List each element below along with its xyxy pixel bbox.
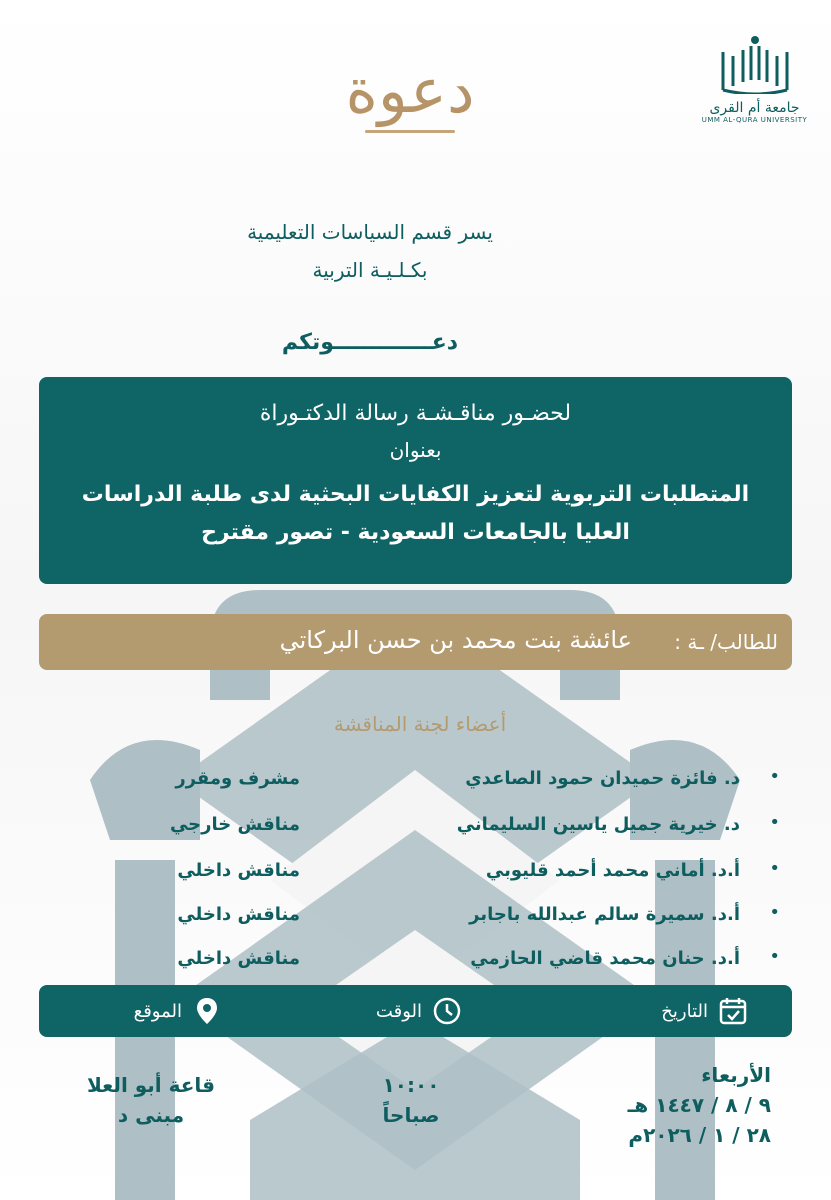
- calligraphy-text: دعوة: [345, 54, 475, 127]
- bullet-icon: •: [769, 812, 780, 833]
- location-details: [61, 1070, 241, 1130]
- bullet-icon: •: [769, 902, 780, 923]
- member-role: مناقش داخلي: [177, 860, 300, 881]
- location-label: الموقع: [133, 1000, 182, 1022]
- thesis-box: [39, 377, 792, 584]
- logo-arabic-text: جامعة أم القرى: [709, 100, 800, 116]
- logo-english-text: UMM AL-QURA UNIVERSITY: [701, 116, 808, 124]
- time-header: [376, 995, 462, 1027]
- location-building: مبنى د: [117, 1103, 185, 1127]
- university-logo-icon: [715, 32, 795, 94]
- calligraphy-flourish: [365, 130, 455, 133]
- thesis-title: المتطلبات التربوية لتعزيز الكفايات البحثية لدى طلبة الدراسات العليا بالجامعات السعودية - تصور مقترح: [81, 482, 750, 545]
- member-role: مناقش داخلي: [177, 948, 300, 969]
- time-label: الوقت: [375, 1000, 422, 1022]
- info-bar: [39, 985, 792, 1037]
- invitation-calligraphy: [330, 54, 490, 133]
- student-box: [39, 614, 792, 670]
- location-hall: قاعة أبو العلا: [86, 1073, 216, 1097]
- clock-icon: [432, 996, 462, 1026]
- intro-college: بكـلـيـة التربية: [312, 258, 428, 282]
- member-name: أ.د. حنان محمد قاضي الحازمي: [470, 948, 740, 969]
- thesis-intro: لحضـور مناقـشـة رسالة الدكتـوراة: [259, 401, 572, 426]
- member-role: مناقش داخلي: [177, 904, 300, 925]
- date-details: [571, 1060, 771, 1150]
- bullet-icon: •: [769, 858, 780, 879]
- member-name: أ.د. سميرة سالم عبدالله باجابر: [469, 904, 740, 925]
- member-role: مناقش خارجي: [169, 814, 300, 835]
- member-name: د. فائزة حميدان حمود الصاعدي: [465, 768, 740, 789]
- date-header: [661, 995, 748, 1027]
- student-name: عائشة بنت محمد بن حسن البركاتي: [279, 626, 632, 654]
- university-logo: [692, 32, 817, 132]
- student-label: للطالب/ ـة :: [674, 630, 778, 654]
- bullet-icon: •: [769, 946, 780, 967]
- committee-title: أعضاء لجنة المناقشة: [333, 712, 507, 736]
- member-name: د. خيرية جميل ياسين السليماني: [456, 814, 740, 835]
- time-details: [361, 1070, 461, 1130]
- location-pin-icon: [192, 996, 222, 1026]
- thesis-titled: بعنوان: [389, 438, 442, 462]
- intro-department: يسر قسم السياسات التعليمية: [247, 220, 493, 244]
- date-day: الأربعاء: [701, 1063, 771, 1087]
- location-header: [134, 995, 222, 1027]
- date-label: التاريخ: [661, 1000, 708, 1022]
- member-role: مشرف ومقرر: [175, 768, 300, 789]
- member-name: أ.د. أماني محمد أحمد قليوبي: [485, 860, 740, 881]
- time-value: ١٠:٠٠: [382, 1073, 440, 1097]
- bullet-icon: •: [769, 766, 780, 787]
- date-gregorian: ٢٨ / ١ / ٢٠٢٦م: [628, 1123, 771, 1147]
- time-period: صباحاً: [382, 1103, 440, 1127]
- date-hijri: ٩ / ٨ / ١٤٤٧ هـ: [627, 1093, 771, 1117]
- invitation-heading: دعـــــــــــــوتكم: [281, 330, 459, 355]
- calendar-icon: [718, 996, 748, 1026]
